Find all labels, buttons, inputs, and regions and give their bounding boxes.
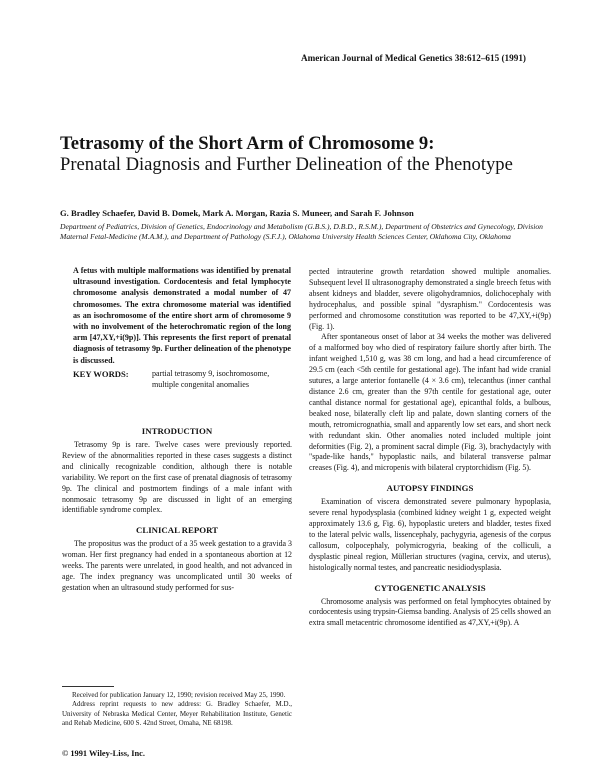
cytogenetic-text: Chromosome analysis was performed on fetal lymphocytes obtained by cordocentesis using trypsin-Giemsa banding. Analysis of 25 cells showed an extra small metacentric chromosome identified as 47,XY,+i(9p). A <box>309 596 551 628</box>
right-column <box>309 267 551 629</box>
author-list: G. Bradley Schaefer, David B. Domek, Mark A. Morgan, Razia S. Muneer, and Sarah F. Johnson <box>60 208 414 218</box>
clinical-report-text: The propositus was the product of a 35 week gestation to a gravida 3 woman. Her first pregnancy had ended in a spontaneous abortion at 12 weeks. The parents were unrelated, in good health, and not advanced in age. The index pregnancy was uncomplicated until 30 weeks of gestation when an ultrasound study performed for sus- <box>62 539 292 592</box>
autopsy-heading: AUTOPSY FINDINGS <box>386 483 474 494</box>
autopsy-text: Examination of viscera demonstrated severe pulmonary hypoplasia, severe renal hypodysplasia (combined kidney weight 1 g, expected weight approximately 13.6 g, Fig. 6), hypoplastic ureters and bladder, testes fixed to the lateral pelvic walls, lissencephaly, pachygyria, agenesis of the corpus callosum, colpocephaly, polymicrogyria, beaking of the colliculi, a dysplastic pineal region, Müllerian structures (vagina, cervix, and uterus), histologically normal testes, and pancreatic nesidiodysplasia. <box>309 497 551 572</box>
abstract: A fetus with multiple malformations was identified by prenatal ultrasound investigation. Cordocentesis and fetal lymphocyte chromosome analysis demonstrated a modal number of 47 chromosomes. The extra chromosome material was identified as an isochromosome of the entire short arm of chromosome 9 with no involvement of the heterochromatic region of the long arm [47,XY,+i(9p)]. This represents the first report of prenatal diagnosis of tetrasomy 9p. Further delineation of the phenotype is discussed. <box>73 266 291 365</box>
journal-header: American Journal of Medical Genetics 38:612–615 (1991) <box>300 53 526 63</box>
article-subtitle: Prenatal Diagnosis and Further Delineation of the Phenotype <box>60 154 513 175</box>
clinical-report-continued: pected intrauterine growth retardation showed multiple anomalies. Subsequent level II ultrasonography demonstrated a single breech fetus with absent kidneys and bladder, severe oligohydramnios, dolichocephaly with hydrocephalus, and possible spinal "dysraphism." Cordocentesis was performed and chromosome constitution was reported to be 47,XY,+i(9p) (Fig. 1). <box>309 267 551 331</box>
introduction-text: Tetrasomy 9p is rare. Twelve cases were previously reported. Review of the abnormalities reported in these cases suggests a distinct and clinically recognizable condition, although there is notable variability. We report on the first case of prenatal diagnosis of tetrasomy 9p. The clinical and postmortem findings of a male infant with nonmosaic tetrasomy 9p are discussed in light of an emerging identifiable syndrome complex. <box>62 440 292 515</box>
clinical-report-delivery: After spontaneous onset of labor at 34 weeks the mother was delivered of a malformed boy who died of respiratory failure shortly after birth. The infant weighed 1,510 g, was 38 cm long, and had a head circumference of 29.5 cm (each <5th centile for gestational age). The infant had wide cranial sutures, a large anterior fontanelle (4 × 3.6 cm), telecanthus (inner canthal distance 2.6 cm, greater than the 97th centile for gestational age, outer canthal distance normal for gestational age), epicanthal folds, a bulbous, beaked nose, bilaterally cleft lip and palate, down slanting corners of the mouth, retromicrognathia, small and apparently low set ears, and short neck with redundant skin. Other anomalies noted included multiple joint deformities (Fig. 2), a prominent sacral dimple (Fig. 3), brachydactyly with "spade-like hands," hypoplastic nails, and bilateral transverse palmar creases (Fig. 4), and micropenis with bilateral cryptorchidism (Fig. 5). <box>309 332 551 473</box>
left-column <box>62 426 292 594</box>
article-title: Tetrasomy of the Short Arm of Chromosome 9: <box>60 133 435 154</box>
cytogenetic-heading: CYTOGENETIC ANALYSIS <box>374 582 486 593</box>
clinical-report-heading: CLINICAL REPORT <box>135 525 219 536</box>
footnote-rule <box>62 686 114 687</box>
footnote-address: Address reprint requests to new address: G. Bradley Schaefer, M.D., University of Nebraska Medical Center, Meyer Rehabilitation Institute, Genetic and Rehab Medicine, 600 S. 42nd Street, Omaha, NE 68198. <box>62 700 292 727</box>
affiliations: Department of Pediatrics, Division of Genetics, Endocrinology and Metabolism (G.B.S.), D.B.D., R.S.M.), Department of Obstetrics and Gynecology, Division Maternal Fetal-Medicine (M.A.M.), and Department of Pathology (S.F.J.), Oklahoma University Health Sciences Center, Oklahoma City, Oklahoma <box>60 222 543 242</box>
keywords-text: partial tetrasomy 9, isochromosome, multiple congenital anomalies <box>152 369 270 389</box>
footnotes <box>62 691 292 728</box>
keywords-label: KEY WORDS: <box>73 369 129 379</box>
introduction-heading: INTRODUCTION <box>141 426 213 436</box>
footnote-received: Received for publication January 12, 1990; revision received May 25, 1990. <box>72 691 286 699</box>
copyright: © 1991 Wiley-Liss, Inc. <box>62 749 145 758</box>
